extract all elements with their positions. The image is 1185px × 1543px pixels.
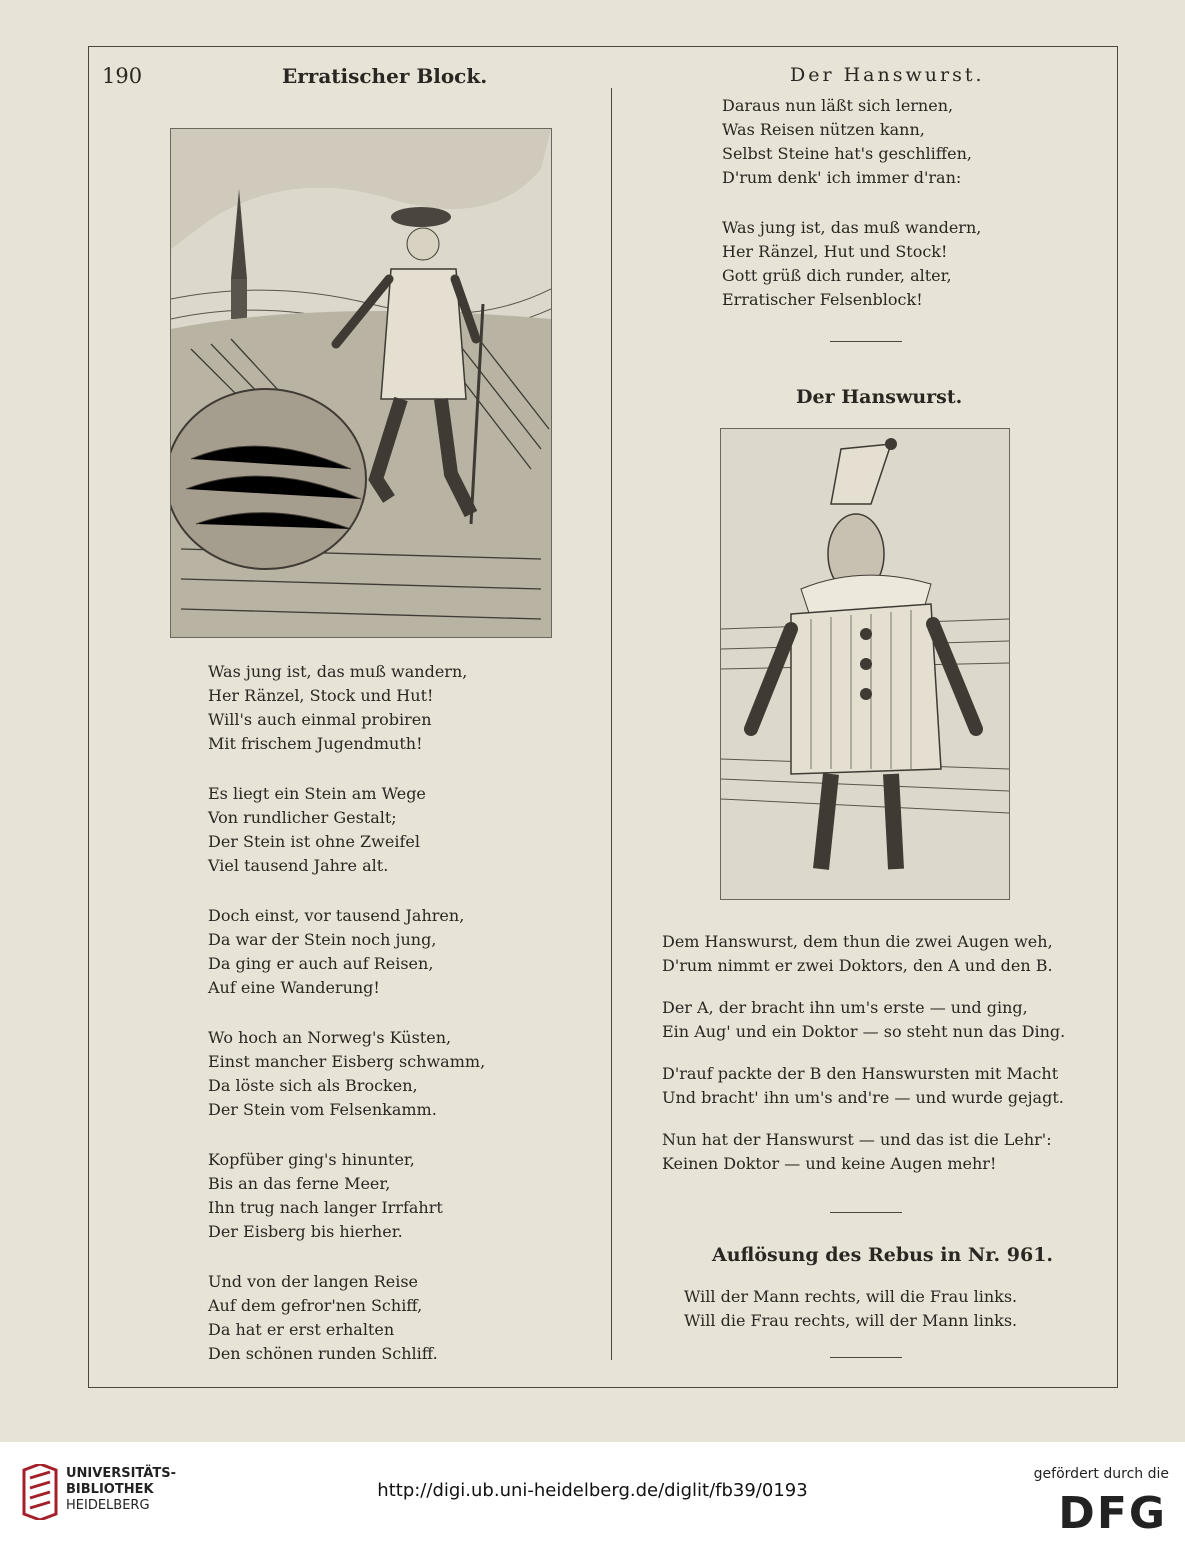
stanza <box>722 94 981 190</box>
verse-line: Auf eine Wanderung! <box>208 978 380 997</box>
verse-line: Will die Frau rechts, will der Mann links. <box>684 1311 1018 1330</box>
verse-line: Und von der langen Reise <box>208 1272 418 1291</box>
verse-line: Gott grüß dich runder, alter, <box>722 266 952 285</box>
stanza <box>722 216 981 312</box>
verse-line: Einst mancher Eisberg schwamm, <box>208 1052 486 1071</box>
verse-line: Der Stein ist ohne Zweifel <box>208 832 420 851</box>
stanza <box>208 782 485 878</box>
verse-line: Dem Hanswurst, dem thun die zwei Augen weh, <box>662 932 1053 951</box>
verse-line: Will's auch einmal probiren <box>208 710 432 729</box>
verse-line: Da war der Stein noch jung, <box>208 930 437 949</box>
verse-line: Den schönen runden Schliff. <box>208 1344 438 1363</box>
right-running-title: Der Hanswurst. <box>790 64 985 86</box>
right-top-poem <box>722 94 981 338</box>
stanza <box>662 1128 1065 1176</box>
left-column-title: Erratischer Block. <box>282 64 488 88</box>
hanswurst-illustration <box>720 428 1010 900</box>
library-name-line: UNIVERSITÄTS- <box>66 1466 176 1481</box>
verse-line: Es liegt ein Stein am Wege <box>208 784 426 803</box>
verse-line: Will der Mann rechts, will die Frau links. <box>684 1287 1018 1306</box>
verse-line: Von rundlicher Gestalt; <box>208 808 397 827</box>
verse-line: Selbst Steine hat's geschliffen, <box>722 144 972 163</box>
stanza <box>208 1270 485 1366</box>
verse-line: D'rum denk' ich immer d'ran: <box>722 168 962 187</box>
verse-line: Daraus nun läßt sich lernen, <box>722 96 954 115</box>
sponsor-label: gefördert durch die <box>1033 1466 1169 1482</box>
verse-line: Auf dem gefror'nen Schiff, <box>208 1296 423 1315</box>
verse-line: Da löste sich als Brocken, <box>208 1076 418 1095</box>
stanza <box>208 1148 485 1244</box>
left-poem <box>208 660 485 1392</box>
verse-line: Da hat er erst erhalten <box>208 1320 395 1339</box>
verse-line: Was Reisen nützen kann, <box>722 120 925 139</box>
verse-line: Her Ränzel, Hut und Stock! <box>722 242 948 261</box>
verse-line: Her Ränzel, Stock und Hut! <box>208 686 434 705</box>
rebus-solution <box>684 1285 1017 1333</box>
verse-line: Nun hat der Hanswurst — und das ist die Lehr': <box>662 1130 1052 1149</box>
verse-line: D'rum nimmt er zwei Doktors, den A und den B. <box>662 956 1053 975</box>
verse-line: Ein Aug' und ein Doktor — so steht nun das Ding. <box>662 1022 1066 1041</box>
verse-line: Bis an das ferne Meer, <box>208 1174 391 1193</box>
stanza <box>662 930 1065 978</box>
rebus-heading: Auflösung des Rebus in Nr. 961. <box>712 1244 1054 1266</box>
verse-line: Der A, der bracht ihn um's erste — und ging, <box>662 998 1028 1017</box>
verse-line: Keinen Doktor — und keine Augen mehr! <box>662 1154 997 1173</box>
section-separator <box>830 1212 902 1213</box>
column-divider <box>611 88 612 1360</box>
verse-line: Kopfüber ging's hinunter, <box>208 1150 415 1169</box>
stanza <box>662 996 1065 1044</box>
section-separator <box>830 341 902 342</box>
verse-line: Wo hoch an Norweg's Küsten, <box>208 1028 452 1047</box>
verse-line: Und bracht' ihn um's and're — und wurde gejagt. <box>662 1088 1064 1107</box>
library-name-line: BIBLIOTHEK <box>66 1482 154 1497</box>
verse-line: Was jung ist, das muß wandern, <box>722 218 982 237</box>
page-number: 190 <box>102 64 143 88</box>
verse-line: Was jung ist, das muß wandern, <box>208 662 468 681</box>
verse-line: Mit frischem Jugendmuth! <box>208 734 423 753</box>
library-name-line: HEIDELBERG <box>66 1498 150 1513</box>
verse-line: D'rauf packte der B den Hanswursten mit Macht <box>662 1064 1059 1083</box>
verse-line: Der Stein vom Felsenkamm. <box>208 1100 437 1119</box>
wanderer-illustration <box>170 128 552 638</box>
verse-line: Doch einst, vor tausend Jahren, <box>208 906 465 925</box>
hanswurst-heading: Der Hanswurst. <box>796 386 963 408</box>
stanza <box>208 904 485 1000</box>
stanza <box>662 1062 1065 1110</box>
stanza <box>208 660 485 756</box>
stanza <box>208 1026 485 1122</box>
verse-line: Erratischer Felsenblock! <box>722 290 923 309</box>
section-separator <box>830 1357 902 1358</box>
source-url-link[interactable]: http://digi.ub.uni-heidelberg.de/diglit/fb39/0193 <box>377 1480 808 1501</box>
verse-line: Der Eisberg bis hierher. <box>208 1222 403 1241</box>
dfg-logo[interactable]: DFG <box>1058 1488 1167 1539</box>
verse-line: Viel tausend Jahre alt. <box>208 856 389 875</box>
verse-line: Ihn trug nach langer Irrfahrt <box>208 1198 443 1217</box>
verse-line: Da ging er auch auf Reisen, <box>208 954 434 973</box>
hanswurst-poem <box>662 930 1065 1194</box>
